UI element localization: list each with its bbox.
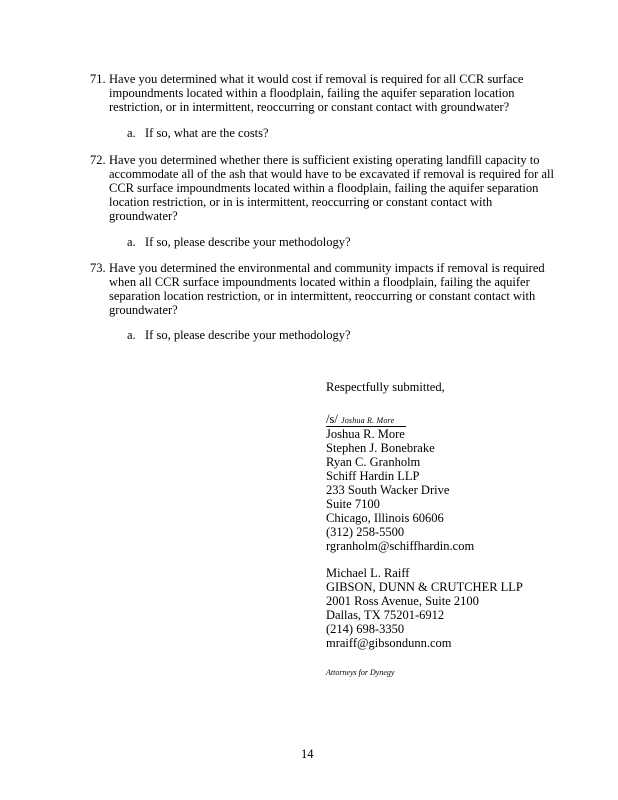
question-line: CCR surface impoundments located within a floodplain, failing the aquifer separation (109, 181, 539, 195)
counsel-line: (214) 698-3350 (326, 622, 405, 636)
subquestion-text: If so, please describe your methodology? (145, 328, 351, 342)
question-text (109, 153, 587, 223)
question-line: restriction, or in intermittent, reoccurring or constant contact with groundwater? (109, 100, 510, 114)
question-line: when all CCR surface impoundments located within a floodplain, failing the aquifer (109, 275, 530, 289)
counsel-line: (312) 258-5500 (326, 525, 405, 539)
question-text (109, 72, 587, 114)
question-line: Have you determined the environmental and community impacts if removal is required (109, 261, 545, 275)
counsel-line: Dallas, TX 75201-6912 (326, 608, 445, 622)
question-line: separation location restriction, or in intermittent, reoccurring or constant contact with (109, 289, 536, 303)
question-line: location restriction, or in is intermittent, reoccurring or constant contact with (109, 195, 493, 209)
signature-line (326, 412, 406, 427)
closing-text: Respectfully submitted, (326, 380, 445, 394)
counsel-line: 233 South Wacker Drive (326, 483, 450, 497)
counsel-line: Stephen J. Bonebrake (326, 441, 435, 455)
counsel-email: rgranholm@schiffhardin.com (326, 539, 475, 553)
counsel-line: GIBSON, DUNN & CRUTCHER LLP (326, 580, 523, 594)
question-number: 73. (90, 261, 106, 275)
counsel-line: Chicago, Illinois 60606 (326, 511, 444, 525)
counsel-email: mraiff@gibsondunn.com (326, 636, 452, 650)
page-number: 14 (301, 747, 314, 761)
counsel-line: 2001 Ross Avenue, Suite 2100 (326, 594, 479, 608)
question-line: Have you determined whether there is sufficient existing operating landfill capacity to (109, 153, 540, 167)
counsel-block-schiff (326, 427, 474, 553)
subquestion-text: If so, what are the costs? (145, 126, 269, 140)
question-number: 72. (90, 153, 106, 167)
signature-prefix: /s/ (326, 412, 338, 426)
counsel-block-gibson (326, 566, 523, 650)
signature-script: Joshua R. More (340, 416, 395, 425)
counsel-line: Michael L. Raiff (326, 566, 410, 580)
subquestion-letter: a. (127, 328, 136, 342)
question-line: impoundments located within a floodplain, failing the aquifer separation location (109, 86, 515, 100)
subquestion-letter: a. (127, 126, 136, 140)
question-text (109, 261, 587, 317)
counsel-line: Suite 7100 (326, 497, 380, 511)
question-number: 71. (90, 72, 106, 86)
question-line: accommodate all of the ash that would have to be excavated if removal is required for all (109, 167, 554, 181)
attorneys-for-line: Attorneys for Dynegy (326, 668, 395, 677)
counsel-line: Joshua R. More (326, 427, 405, 441)
question-line: Have you determined what it would cost if removal is required for all CCR surface (109, 72, 524, 86)
counsel-line: Ryan C. Granholm (326, 455, 421, 469)
question-line: groundwater? (109, 209, 178, 223)
question-line: groundwater? (109, 303, 178, 317)
subquestion-text: If so, please describe your methodology? (145, 235, 351, 249)
counsel-line: Schiff Hardin LLP (326, 469, 420, 483)
subquestion-letter: a. (127, 235, 136, 249)
